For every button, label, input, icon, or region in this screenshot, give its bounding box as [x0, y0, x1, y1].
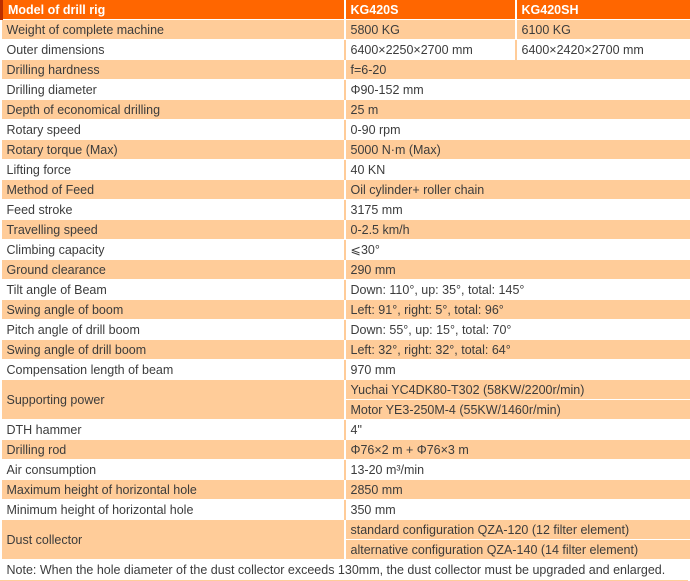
header-row	[2, 0, 690, 20]
row-value: 5000 N·m (Max)	[345, 140, 690, 160]
row-label: Weight of complete machine	[2, 20, 345, 40]
row-label: Rotary speed	[2, 120, 345, 140]
row-label: DTH hammer	[2, 420, 345, 440]
row-value: f=6-20	[345, 60, 690, 80]
spec-row	[2, 460, 690, 480]
header-col-kg420sh: KG420SH	[516, 0, 690, 20]
row-value: 40 KN	[345, 160, 690, 180]
row-value-col2: 6100 KG	[516, 20, 690, 40]
spec-row	[2, 380, 690, 400]
spec-row	[2, 320, 690, 340]
spec-row	[2, 40, 690, 60]
row-label: Drilling diameter	[2, 80, 345, 100]
row-label: Depth of economical drilling	[2, 100, 345, 120]
row-value: 290 mm	[345, 260, 690, 280]
row-label: Compensation length of beam	[2, 360, 345, 380]
row-label: Ground clearance	[2, 260, 345, 280]
row-label: Tilt angle of Beam	[2, 280, 345, 300]
row-value-col1: 5800 KG	[345, 20, 516, 40]
row-value-secondary: alternative configuration QZA-140 (14 filter element)	[345, 540, 690, 560]
note-row	[2, 560, 690, 580]
row-value: 0-2.5 km/h	[345, 220, 690, 240]
row-label: Drilling rod	[2, 440, 345, 460]
row-label: Rotary torque (Max)	[2, 140, 345, 160]
row-value: standard configuration QZA-120 (12 filter element)	[345, 520, 690, 540]
spec-row	[2, 100, 690, 120]
spec-row	[2, 200, 690, 220]
spec-row	[2, 20, 690, 40]
row-label: Drilling hardness	[2, 60, 345, 80]
row-value: Oil cylinder+ roller chain	[345, 180, 690, 200]
spec-row	[2, 500, 690, 520]
spec-row	[2, 340, 690, 360]
header-model-label: Model of drill rig	[2, 0, 345, 20]
row-label: Minimum height of horizontal hole	[2, 500, 345, 520]
spec-row	[2, 240, 690, 260]
spec-row	[2, 300, 690, 320]
row-value: Down: 55°, up: 15°, total: 70°	[345, 320, 690, 340]
row-label: Travelling speed	[2, 220, 345, 240]
row-value: 0-90 rpm	[345, 120, 690, 140]
spec-row	[2, 360, 690, 380]
row-value: 3175 mm	[345, 200, 690, 220]
row-label: Swing angle of boom	[2, 300, 345, 320]
row-value-col1: 6400×2250×2700 mm	[345, 40, 516, 60]
row-label: Swing angle of drill boom	[2, 340, 345, 360]
row-label: Pitch angle of drill boom	[2, 320, 345, 340]
row-value: Φ90-152 mm	[345, 80, 690, 100]
spec-row	[2, 180, 690, 200]
row-value: 25 m	[345, 100, 690, 120]
row-value: Left: 32°, right: 32°, total: 64°	[345, 340, 690, 360]
row-value: Down: 110°, up: 35°, total: 145°	[345, 280, 690, 300]
row-label: Maximum height of horizontal hole	[2, 480, 345, 500]
spec-row	[2, 60, 690, 80]
row-label: Dust collector	[2, 520, 345, 560]
row-value: Φ76×2 m + Φ76×3 m	[345, 440, 690, 460]
row-label: Feed stroke	[2, 200, 345, 220]
row-value: ⩽30°	[345, 240, 690, 260]
spec-row	[2, 420, 690, 440]
row-label: Climbing capacity	[2, 240, 345, 260]
spec-row	[2, 520, 690, 540]
spec-row	[2, 280, 690, 300]
row-value: 4"	[345, 420, 690, 440]
row-label: Lifting force	[2, 160, 345, 180]
row-label: Air consumption	[2, 460, 345, 480]
header-col-kg420s: KG420S	[345, 0, 516, 20]
row-value-secondary: Motor YE3-250M-4 (55KW/1460r/min)	[345, 400, 690, 420]
row-label: Method of Feed	[2, 180, 345, 200]
row-value: 350 mm	[345, 500, 690, 520]
spec-row	[2, 480, 690, 500]
spec-row	[2, 260, 690, 280]
row-value: 2850 mm	[345, 480, 690, 500]
row-value: 13-20 m³/min	[345, 460, 690, 480]
spec-row	[2, 140, 690, 160]
spec-row	[2, 220, 690, 240]
row-value-col2: 6400×2420×2700 mm	[516, 40, 690, 60]
row-value: Left: 91°, right: 5°, total: 96°	[345, 300, 690, 320]
row-label: Supporting power	[2, 380, 345, 420]
note-text: Note: When the hole diameter of the dust collector exceeds 130mm, the dust collector must be upgraded and enlarged.	[2, 560, 690, 580]
spec-row	[2, 160, 690, 180]
row-value: Yuchai YC4DK80-T302 (58KW/2200r/min)	[345, 380, 690, 400]
spec-row	[2, 120, 690, 140]
row-label: Outer dimensions	[2, 40, 345, 60]
spec-row	[2, 80, 690, 100]
spec-row	[2, 440, 690, 460]
row-value: 970 mm	[345, 360, 690, 380]
